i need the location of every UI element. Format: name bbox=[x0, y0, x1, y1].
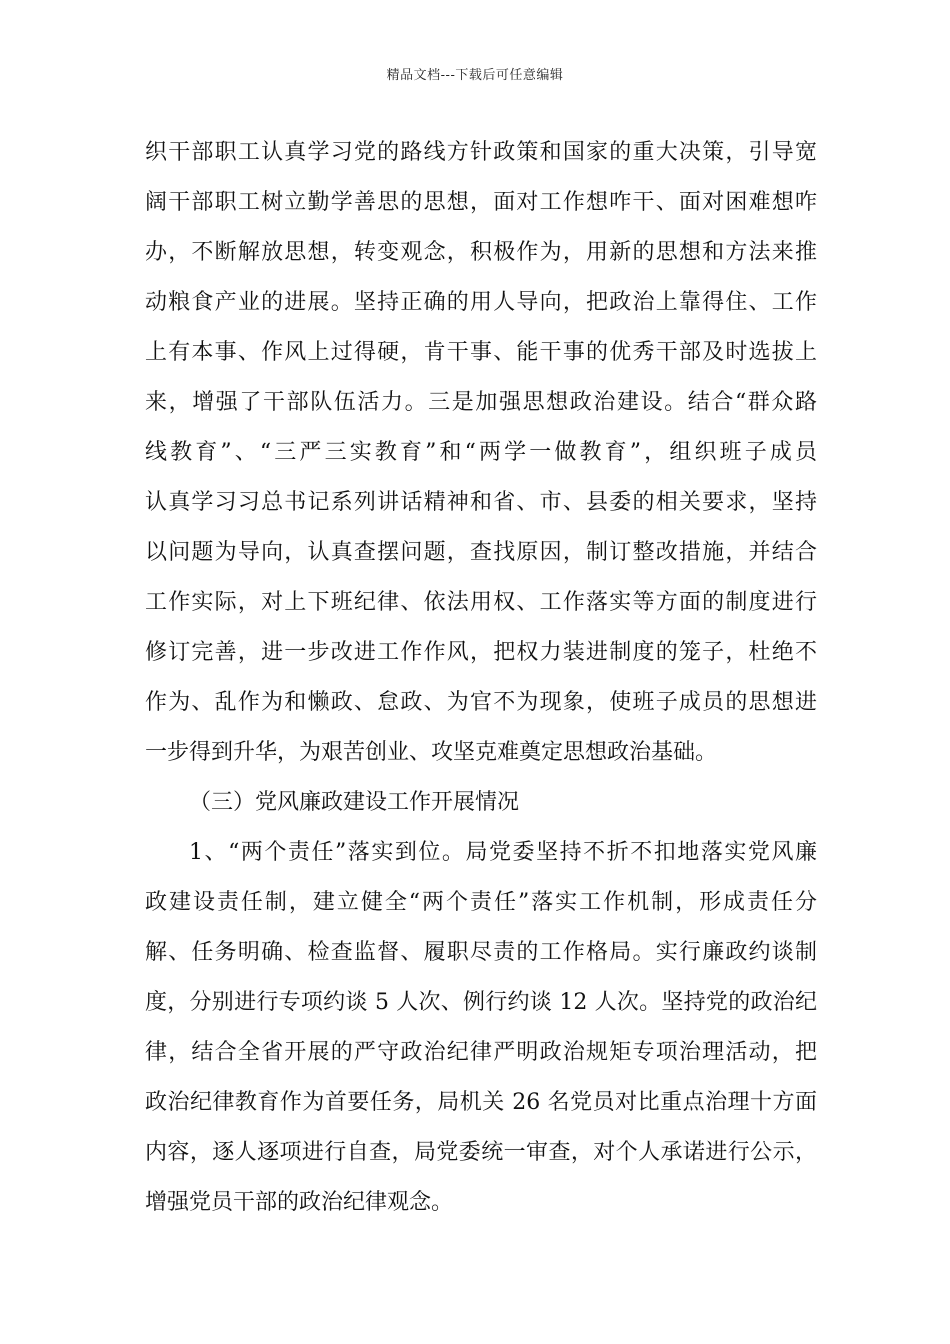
section-heading: （三）党风廉政建设工作开展情况 bbox=[189, 790, 520, 815]
text-line: 律，结合全省开展的严守政治纪律严明政治规矩专项治理活动，把 bbox=[145, 1040, 817, 1065]
document-body bbox=[145, 128, 817, 1228]
text-line: 政建设责任制，建立健全“两个责任”落实工作机制，形成责任分 bbox=[145, 890, 817, 915]
text-line: 以问题为导向，认真查摆问题，查找原因，制订整改措施，并结合 bbox=[145, 540, 817, 565]
text-line: 度，分别进行专项约谈 5 人次、例行约谈 12 人次。坚持党的政治纪 bbox=[145, 990, 817, 1015]
page-header: 精品文档---下载后可任意编辑 bbox=[386, 68, 564, 83]
text-line: 1、“两个责任”落实到位。局党委坚持不折不扣地落实党风廉 bbox=[189, 840, 817, 865]
text-line: 认真学习习总书记系列讲话精神和省、市、县委的相关要求，坚持 bbox=[145, 490, 817, 515]
text-line: 上有本事、作风上过得硬，肯干事、能干事的优秀干部及时选拔上 bbox=[145, 340, 817, 365]
text-line: 修订完善，进一步改进工作作风，把权力装进制度的笼子，杜绝不 bbox=[145, 640, 817, 665]
text-line: 政治纪律教育作为首要任务，局机关 26 名党员对比重点治理十方面 bbox=[145, 1090, 817, 1115]
text-line: 来，增强了干部队伍活力。三是加强思想政治建设。结合“群众路 bbox=[145, 390, 817, 415]
text-line: 解、任务明确、检查监督、履职尽责的工作格局。实行廉政约谈制 bbox=[145, 940, 817, 965]
paragraph-end-line: 增强党员干部的政治纪律观念。 bbox=[145, 1190, 454, 1215]
text-line: 线教育”、“三严三实教育”和“两学一做教育”，组织班子成员 bbox=[145, 440, 817, 465]
paragraph-end-line: 一步得到升华，为艰苦创业、攻坚克难奠定思想政治基础。 bbox=[145, 740, 718, 765]
text-line: 内容，逐人逐项进行自查，局党委统一审查，对个人承诺进行公示， bbox=[145, 1140, 817, 1165]
text-line: 作为、乱作为和懒政、怠政、为官不为现象，使班子成员的思想进 bbox=[145, 690, 817, 715]
text-line: 动粮食产业的进展。坚持正确的用人导向，把政治上靠得住、工作 bbox=[145, 290, 817, 315]
text-line: 阔干部职工树立勤学善思的思想，面对工作想咋干、面对困难想咋 bbox=[145, 190, 817, 215]
text-line: 办，不断解放思想，转变观念，积极作为，用新的思想和方法来推 bbox=[145, 240, 817, 265]
text-line: 工作实际，对上下班纪律、依法用权、工作落实等方面的制度进行 bbox=[145, 590, 817, 615]
text-line: 织干部职工认真学习党的路线方针政策和国家的重大决策，引导宽 bbox=[145, 140, 817, 165]
